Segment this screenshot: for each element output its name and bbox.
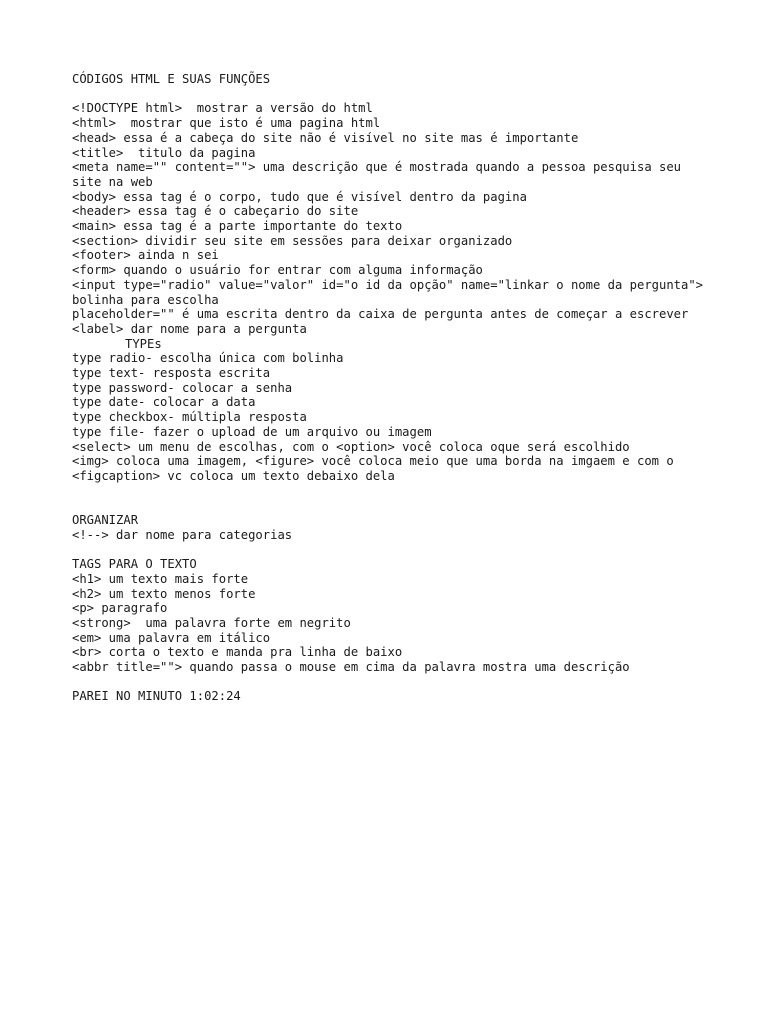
list-item: <abbr title=""> quando passa o mouse em cima da palavra mostra uma descrição <box>72 660 630 675</box>
list-item: <section> dividir seu site em sessões para deixar organizado <box>72 233 513 248</box>
list-item: <select> um menu de escolhas, com o <option> você coloca oque será escolhido <box>72 439 630 454</box>
list-item: <input type="radio" value="valor" id="o id da opção" name="linkar o nome da pergunta"> bolinha para escolha <box>72 277 711 307</box>
list-item: placeholder="" é uma escrita dentro da caixa de pergunta antes de começar a escrever <box>72 307 689 322</box>
list-item: <label> dar nome para a pergunta <box>72 321 307 336</box>
tags-heading: TAGS PARA O TEXTO <box>72 557 197 572</box>
list-item: <html> mostrar que isto é uma pagina html <box>72 116 381 131</box>
footer-note: PAREI NO MINUTO 1:02:24 <box>72 689 241 704</box>
tags-html-list <box>72 101 712 336</box>
list-item: <title> titulo da pagina <box>72 145 256 160</box>
organizar-list <box>72 528 712 543</box>
list-item: <img> coloca uma imagem, <figure> você coloca meio que uma borda na imgaem e com o <figcaption> vc coloca um texto debaixo dela <box>72 454 682 483</box>
list-item: type password- colocar a senha <box>72 380 293 395</box>
list-item: <h2> um texto menos forte <box>72 586 256 601</box>
list-item: <form> quando o usuário for entrar com alguma informação <box>72 263 483 278</box>
list-item: <main> essa tag é a parte importante do texto <box>72 219 403 234</box>
list-item: <!--> dar nome para categorias <box>72 527 293 542</box>
organizar-heading: ORGANIZAR <box>72 513 139 528</box>
document-title: CÓDIGOS HTML E SUAS FUNÇÕES <box>72 72 271 86</box>
spacer <box>72 675 712 690</box>
list-item: <footer> ainda n sei <box>72 248 219 263</box>
list-item: type text- resposta escrita <box>72 366 271 381</box>
spacer <box>72 498 712 513</box>
list-item: <p> paragrafo <box>72 601 168 616</box>
list-item: <em> uma palavra em itálico <box>72 630 271 645</box>
spacer <box>72 87 712 102</box>
list-item: <h1> um texto mais forte <box>72 571 249 586</box>
spacer <box>72 542 712 557</box>
list-item: <br> corta o texto e manda pra linha de baixo <box>72 645 403 660</box>
list-item: <body> essa tag é o corpo, tudo que é visível dentro da pagina <box>72 189 527 204</box>
list-item: type checkbox- múltipla resposta <box>72 410 307 425</box>
tags-text-list <box>72 572 712 675</box>
list-item: <meta name="" content=""> uma descrição que é mostrada quando a pessoa pesquisa seu site na web <box>72 160 689 189</box>
document-page <box>72 72 712 704</box>
types-list <box>72 351 712 483</box>
list-item: type date- colocar a data <box>72 395 256 410</box>
list-item: type file- fazer o upload de um arquivo ou imagem <box>72 424 432 439</box>
list-item: <!DOCTYPE html> mostrar a versão do html <box>72 101 373 116</box>
types-heading: TYPEs <box>125 336 162 351</box>
list-item: <header> essa tag é o cabeçario do site <box>72 204 359 219</box>
list-item: <head> essa é a cabeça do site não é visível no site mas é importante <box>72 130 579 145</box>
list-item: type radio- escolha única com bolinha <box>72 351 344 366</box>
list-item: <strong> uma palavra forte em negrito <box>72 615 351 630</box>
spacer <box>72 484 712 499</box>
